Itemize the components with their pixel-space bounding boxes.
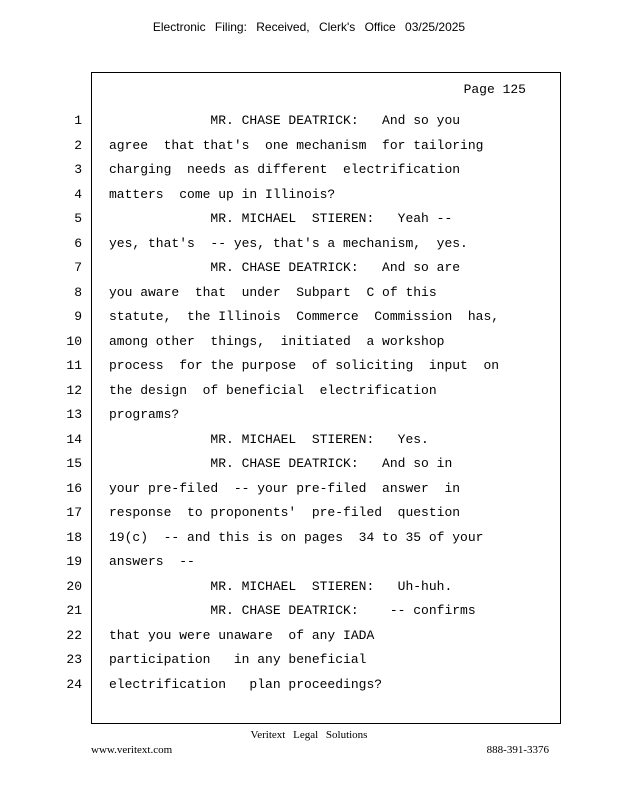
transcript-line: matters come up in Illinois? bbox=[109, 186, 336, 202]
footer-phone: 888-391-3376 bbox=[486, 744, 549, 756]
footer-website: www.veritext.com bbox=[91, 744, 173, 756]
transcript-line: electrification plan proceedings? bbox=[109, 676, 383, 692]
transcript-line: response to proponents' pre-filed question bbox=[109, 505, 461, 520]
line-number: 7 bbox=[74, 260, 82, 275]
line-number: 13 bbox=[66, 407, 82, 422]
line-number: 24 bbox=[66, 676, 82, 692]
line-number: 3 bbox=[74, 162, 82, 177]
transcript-line: you aware that under Subpart C of this bbox=[109, 284, 437, 300]
line-number: 16 bbox=[66, 480, 82, 496]
transcript-line: the design of beneficial electrification bbox=[109, 382, 437, 398]
transcript-line: MR. MICHAEL STIEREN: Yes. bbox=[109, 431, 429, 447]
line-number: 2 bbox=[74, 137, 82, 153]
transcript-line: charging needs as different electrification bbox=[109, 162, 461, 177]
line-number: 10 bbox=[66, 333, 82, 349]
line-number-column bbox=[60, 114, 82, 702]
filing-header: Electronic Filing: Received, Clerk's Office 03/25/2025 bbox=[152, 20, 466, 34]
transcript-line: statute, the Illinois Commerce Commission has, bbox=[109, 309, 500, 324]
line-number: 15 bbox=[66, 456, 82, 471]
line-number: 4 bbox=[74, 186, 82, 202]
line-number: 22 bbox=[66, 627, 82, 643]
line-number: 21 bbox=[66, 603, 82, 618]
line-number: 12 bbox=[66, 382, 82, 398]
footer-company: Veritext Legal Solutions bbox=[250, 729, 368, 741]
transcript-line: answers -- bbox=[109, 554, 195, 569]
transcript-line: programs? bbox=[109, 407, 180, 422]
line-number: 5 bbox=[74, 211, 82, 226]
transcript-line: process for the purpose of soliciting input on bbox=[109, 358, 500, 373]
transcript-line: MR. CHASE DEATRICK: And so in bbox=[109, 456, 453, 471]
line-number: 18 bbox=[66, 529, 82, 545]
transcript-line: agree that that's one mechanism for tailoring bbox=[109, 137, 484, 153]
page-number: Page 125 bbox=[463, 82, 526, 97]
line-number: 9 bbox=[74, 309, 82, 324]
transcript-line: participation in any beneficial bbox=[109, 652, 367, 667]
transcript-line: MR. CHASE DEATRICK: -- confirms bbox=[109, 603, 476, 618]
transcript-line: your pre-filed -- your pre-filed answer in bbox=[109, 480, 461, 496]
transcript-line: 19(c) -- and this is on pages 34 to 35 of your bbox=[109, 529, 484, 545]
transcript-line: MR. MICHAEL STIEREN: Yeah -- bbox=[109, 211, 453, 226]
line-number: 19 bbox=[66, 554, 82, 569]
transcript-line: MR. CHASE DEATRICK: And so are bbox=[109, 260, 461, 275]
line-number: 20 bbox=[66, 578, 82, 594]
line-number: 8 bbox=[74, 284, 82, 300]
transcript-line: among other things, initiated a workshop bbox=[109, 333, 445, 349]
line-number: 1 bbox=[74, 113, 82, 128]
line-number: 11 bbox=[66, 358, 82, 373]
line-number: 6 bbox=[74, 235, 82, 251]
line-number: 23 bbox=[66, 652, 82, 667]
line-number: 17 bbox=[66, 505, 82, 520]
transcript-line: MR. CHASE DEATRICK: And so you bbox=[109, 113, 461, 128]
transcript-text bbox=[109, 114, 549, 702]
transcript-line: yes, that's -- yes, that's a mechanism, yes. bbox=[109, 235, 468, 251]
line-number: 14 bbox=[66, 431, 82, 447]
transcript-line: MR. MICHAEL STIEREN: Uh-huh. bbox=[109, 578, 453, 594]
transcript-line: that you were unaware of any IADA bbox=[109, 627, 375, 643]
